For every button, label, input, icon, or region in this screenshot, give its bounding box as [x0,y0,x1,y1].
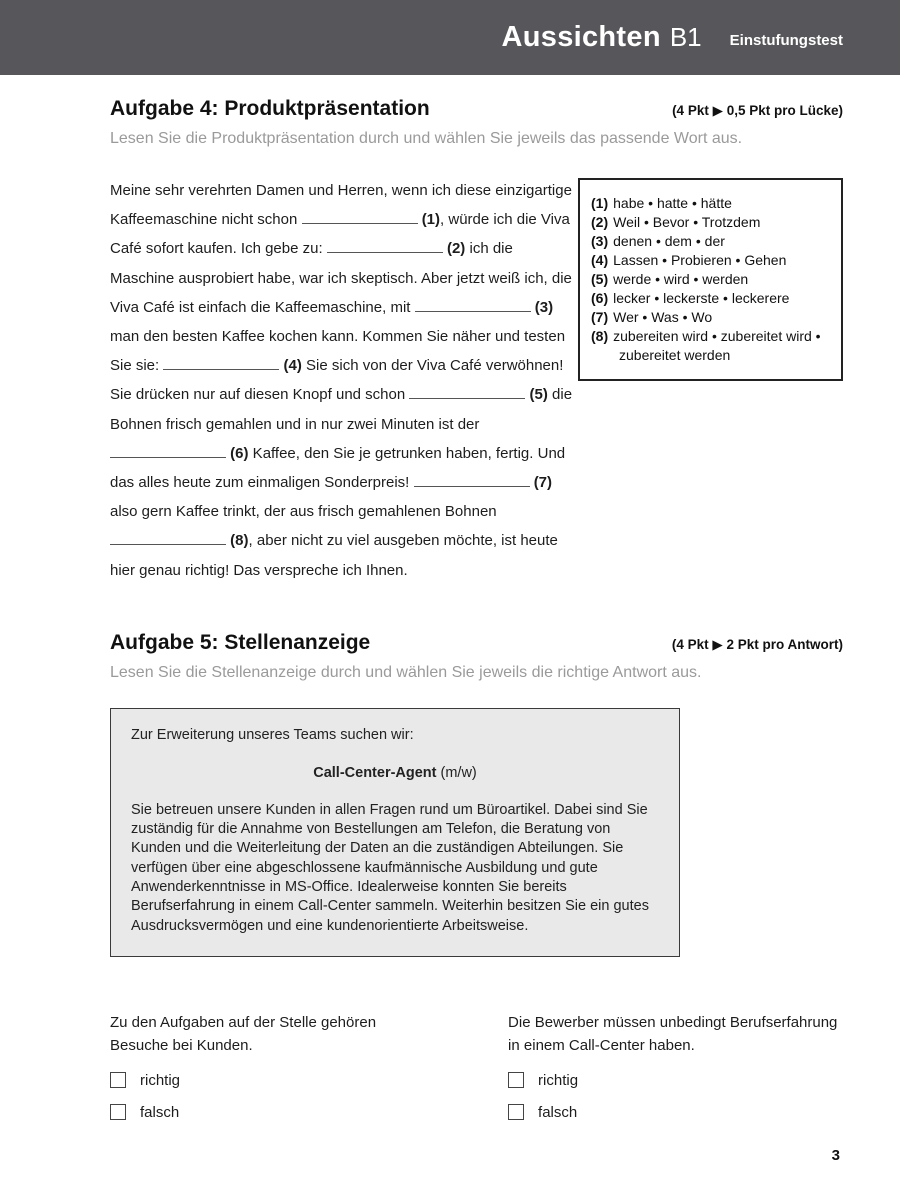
q2-checkbox-richtig[interactable] [508,1072,524,1088]
brand-title: Aussichten [501,21,661,53]
cloze-blank-7[interactable] [414,474,530,487]
cloze-marker-5: (5) [529,386,548,404]
option-number: (7) [591,309,609,325]
option-row-3 [591,232,831,251]
job-ad-body: Sie betreuen unsere Kunden in allen Fragen rund um Büroartikel. Dabei sind Sie zuständig für die Annahme von Bestellungen am Telefon, die Beratung von Kunden und die Weiterleitung der Daten an die zuständigen Abteilungen. Sie verfügen über eine abgeschlossene kaufmännische Ausbildung und gute Anwenderkenntnisse in MS-Office. Idealerweise konnten Sie bereits Berufserfahrung in einem Call-Center sammeln. Weiterhin besitzen Sie ein gutes Ausdrucksvermögen und eine kundenorientierte Arbeitsweise. [131,801,649,934]
option-number: (4) [591,252,609,268]
cloze-marker-7: (7) [533,474,553,492]
option-number: (8) [591,328,609,344]
task5-points: (4 Pkt ▶ 2 Pkt pro Antwort) [671,636,843,652]
option-choices: werde • wird • werden [613,271,749,287]
task4-points: (4 Pkt ▶ 0,5 Pkt pro Lücke) [672,103,843,118]
question-block-2 [508,1011,843,1121]
option-choices: Wer • Was • Wo [613,309,713,325]
q1-label-richtig: richtig [140,1071,181,1089]
option-choices: Lassen • Probieren • Gehen [613,252,787,268]
task4-instruction: Lesen Sie die Produktpräsentation durch und wählen Sie jeweils das passende Wort aus. [110,130,743,147]
cloze-marker-6: (6) [230,444,249,462]
cloze-text [110,176,575,585]
cloze-segment-16: , aber nicht zu viel ausgeben möchte, ist heute hier genau richtig! Das verspreche ich Ihnen. [110,532,558,579]
question-2-text: Die Bewerber müssen unbedingt Berufserfahrung in einem Call-Center haben. [508,1013,838,1054]
q1-checkbox-richtig[interactable] [110,1072,126,1088]
cloze-blank-1[interactable] [302,211,418,224]
option-choices: habe • hatte • hätte [613,195,732,211]
content-area [0,75,900,1121]
option-row-8 [591,327,831,365]
q2-label-richtig: richtig [538,1071,579,1089]
option-row-6 [591,289,831,308]
q1-checkbox-falsch[interactable] [110,1104,126,1120]
cloze-blank-4[interactable] [163,357,279,370]
header-subtitle: Einstufungstest [729,32,843,49]
option-row-7 [591,308,831,327]
job-title-suffix: (m/w) [436,764,477,781]
cloze-segment-14: also gern Kaffee trinkt, der aus frisch gemahlenen Bohnen [110,503,497,521]
cloze-blank-5[interactable] [409,386,525,399]
q2-label-falsch: falsch [538,1103,578,1121]
cloze-marker-4: (4) [283,357,302,375]
job-title: Call-Center-Agent [313,764,437,781]
question-1-answer-richtig[interactable] [110,1072,508,1089]
option-choices: lecker • leckerste • leckerere [613,290,790,306]
option-row-1 [591,194,831,213]
brand-level: B1 [669,22,702,52]
task4-title: Aufgabe 4: Produktpräsentation [110,97,430,120]
cloze-marker-3: (3) [534,298,554,316]
option-number: (5) [591,271,609,287]
q2-checkbox-falsch[interactable] [508,1104,524,1120]
option-choices: Weil • Bevor • Trotzdem [613,214,761,230]
cloze-segment-8: Sie sich von der Viva Café verwöhnen! Sie drücken nur auf diesen Knopf und schon [110,357,564,404]
cloze-segment-4: ich die Maschine ausprobiert habe, war ich skeptisch. Aber jetzt weiß ich, die Viva Café ist einfach die Kaffeemaschine, mit [110,240,572,316]
task5-section [110,631,843,1121]
option-choices: denen • dem • der [613,233,725,249]
job-ad-box [110,708,680,957]
header-bar [0,0,900,75]
option-number: (3) [591,233,609,249]
question-1-answer-falsch[interactable] [110,1104,508,1121]
option-row-2 [591,213,831,232]
task5-title: Aufgabe 5: Stellenanzeige [110,630,371,654]
job-ad-position [131,765,659,781]
option-choices: zubereiten wird • zubereitet wird • zubereitet werden [613,328,821,363]
question-block-1 [110,1011,508,1121]
option-number: (6) [591,290,609,306]
option-row-5 [591,270,831,289]
cloze-blank-3[interactable] [415,299,531,312]
cloze-marker-2: (2) [446,240,466,258]
cloze-blank-2[interactable] [327,240,443,253]
question-1-text: Zu den Aufgaben auf der Stelle gehören Besuche bei Kunden. [110,1013,377,1054]
options-box [578,178,843,381]
option-row-4 [591,251,831,270]
cloze-segment-6: man den besten Kaffee kochen kann. Kommen Sie näher und testen Sie sie: [110,328,566,375]
cloze-segment-12: Kaffee, den Sie je getrunken haben, fertig. Und das alles heute zum einmaligen Sonderpreis! [110,444,566,492]
cloze-blank-8[interactable] [110,532,226,545]
task5-instruction: Lesen Sie die Stellenanzeige durch und wählen Sie jeweils die richtige Antwort aus. [110,663,702,681]
option-number: (2) [591,214,609,230]
job-ad-intro: Zur Erweiterung unseres Teams suchen wir: [131,726,414,743]
cloze-marker-8: (8) [230,532,249,550]
page-number: 3 [831,1147,840,1164]
task4-section [110,97,843,585]
task4-body [110,176,843,585]
cloze-segment-2: , würde ich die Viva Café sofort kaufen. Ich gebe zu: [110,211,570,258]
task4-header [110,97,843,121]
question-2-answer-richtig[interactable] [508,1072,843,1089]
task5-header [110,631,843,655]
option-number: (1) [591,195,609,211]
cloze-segment-0: Meine sehr verehrten Damen und Herren, wenn ich diese einzigartige Kaffeemaschine nicht schon [110,182,572,229]
cloze-blank-6[interactable] [110,445,226,458]
questions-row [110,1011,843,1121]
question-2-answer-falsch[interactable] [508,1104,843,1121]
cloze-segment-10: die Bohnen frisch gemahlen und in nur zwei Minuten ist der [110,386,573,433]
cloze-marker-1: (1) [421,211,441,229]
q1-label-falsch: falsch [140,1103,180,1121]
